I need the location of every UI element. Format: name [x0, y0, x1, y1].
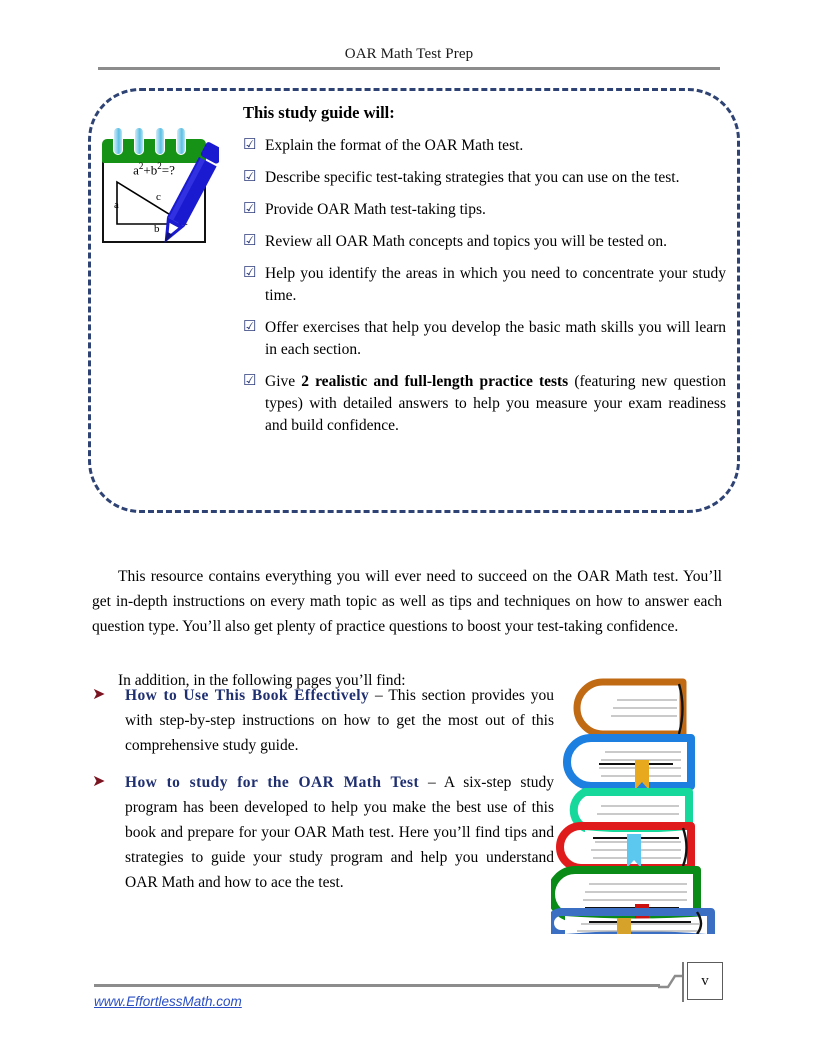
checked-box-icon: ☑ [243, 264, 257, 281]
running-header-title: OAR Math Test Prep [344, 46, 474, 62]
stack-of-books-illustration [551, 676, 726, 934]
check-list [243, 135, 726, 437]
check-list-item [243, 135, 726, 157]
notepad-spiral-ring [134, 127, 144, 155]
book-blue-upper [567, 738, 691, 790]
bookmark-lightblue [627, 834, 641, 868]
callout-content [243, 103, 726, 437]
section-how-to-study [92, 770, 554, 896]
notepad-illustration [99, 123, 219, 253]
check-item-text: Explain the format of the OAR Math test. [265, 136, 524, 154]
paragraph-addition: In addition, in the following pages you’ll find: [118, 671, 406, 689]
running-header [98, 45, 720, 63]
section-body: – This section provides you with step-by-step instructions on how to get the most out of this comprehensive study guide. [125, 687, 554, 755]
check-item-text: Review all OAR Math concepts and topics you will be tested on. [265, 232, 668, 250]
footer-divider [94, 984, 660, 987]
checked-box-icon: ☑ [243, 136, 257, 153]
book-red [560, 826, 691, 868]
page-number-box [687, 962, 723, 1000]
check-item-text: Provide OAR Math test-taking tips. [265, 200, 486, 218]
pythagorean-equation: $a^2+b^2=$? [133, 161, 175, 178]
triangle-label-c: c [156, 191, 161, 203]
triangle-label-a: a [114, 199, 119, 211]
check-list-item [243, 317, 726, 361]
check-list-item [243, 199, 726, 221]
arrow-bullet-icon: ➤ [92, 686, 106, 703]
check-list-item [243, 167, 726, 189]
study-guide-callout [88, 88, 740, 513]
pencil-icon [159, 137, 219, 257]
check-list-item [243, 231, 726, 253]
section-body: – A six-step study program has been developed to help you make the best use of this book and prepare for your OAR Math test. Here you’ll find tips and strategies to guide your study program and help you understand OAR Math and how to ace the test. [125, 774, 555, 892]
checked-box-icon: ☑ [243, 372, 257, 389]
check-item-text-rich [265, 371, 726, 437]
section-text [125, 683, 554, 758]
book-blue-bottom [551, 912, 711, 934]
check-item-text: Help you identify the areas in which you need to concentrate your study time. [265, 264, 726, 304]
check-item-text: Offer exercises that help you develop the basic math skills you will learn in each section. [265, 318, 726, 358]
check-item-tail: (featuring new question types) with detailed answers to help you measure your exam readiness and build confidence. [265, 372, 726, 434]
paragraph-resource: This resource contains everything you will ever need to succeed on the OAR Math test. You’ll get in-depth instructions on every math topic as well as tips and techniques on how to answer each question type. You’ll also get plenty of practice questions to boost your test-taking confidence. [92, 567, 722, 635]
check-list-item [243, 371, 726, 437]
notepad-spiral-ring [113, 127, 123, 155]
section-heading: How to study for the OAR Math Test [125, 774, 420, 791]
bookmark-gold-bottom [617, 918, 631, 934]
check-list-item [243, 263, 726, 307]
arrow-bullet-icon: ➤ [92, 773, 106, 790]
check-item-bold: 2 realistic and full-length practice tests [301, 372, 569, 390]
section-text [125, 770, 554, 896]
check-item-text: Describe specific test-taking strategies that you can use on the test. [265, 168, 680, 186]
check-item-lead: Give [265, 372, 302, 390]
callout-title: This study guide will: [243, 103, 395, 122]
footer-website-link[interactable]: www.EffortlessMath.com [94, 994, 242, 1009]
section-heading: How to Use This Book Effectively [125, 687, 370, 704]
triangle-label-b: b [154, 223, 160, 235]
page-number-tick [682, 962, 684, 1002]
section-how-to-use-this-book [92, 683, 554, 758]
checked-box-icon: ☑ [243, 318, 257, 335]
page-number: v [701, 972, 709, 989]
checked-box-icon: ☑ [243, 200, 257, 217]
header-divider [98, 67, 720, 70]
checked-box-icon: ☑ [243, 232, 257, 249]
checked-box-icon: ☑ [243, 168, 257, 185]
